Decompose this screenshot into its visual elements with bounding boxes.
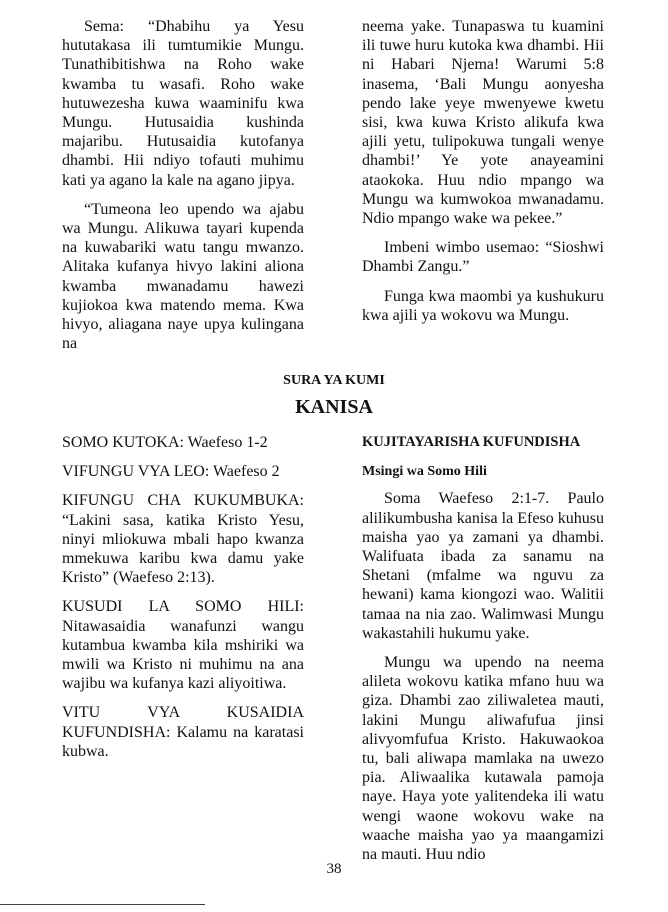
paragraph: Mungu wa upendo na neema alileta wokovu katika mfano huu wa giza. Dhambi zao ziliwaletea mauti, lakini Mungu aliwafufua jinsi alivyomfufua Kristo. Hakuwaokoa tu, bali aliwapa mamlaka na uwezo pia. Aliwaalika kutawala pamoja naye. Haya yote yalitendeka ili watu wengi waone wokovu wake na waache maisha yao ya maangamizi na mauti. Huu ndio — [362, 654, 604, 864]
paragraph: “Tumeona leo upendo wa ajabu wa Mungu. Alikuwa tayari kupenda na kuwabariki watu tangu mwanzo. Alitaka kufanya hivyo lakini aliona kwamba mwanadamu hawezi kujiokoa kwa matendo mema. Kwa hivyo, aliagana naye upya kulingana na — [62, 200, 304, 353]
lesson-source: SOMO KUTOKA: Waefeso 1-2 — [62, 434, 268, 451]
section-heading: KUJITAYARISHA KUFUNDISHA — [362, 434, 581, 450]
memory-verse: KIFUNGU CHA KUKUMBUKA: “Lakini sasa, katika Kristo Yesu, ninyi mliokuwa mbali hapo kwanza mmekuwa karibu kwa damu yake Kristo” (Waefeso 2:13). — [62, 492, 304, 587]
lesson-verses: VIFUNGU VYA LEO: Waefeso 2 — [62, 463, 280, 481]
paragraph: Funga kwa maombi ya kushukuru kwa ajili ya wokovu wa Mungu. — [362, 287, 604, 324]
chapter-label: SURA YA KUMI — [283, 373, 385, 388]
top-left-column — [62, 17, 304, 363]
paragraph: Soma Waefeso 2:1-7. Paulo alilikumbusha kanisa la Efeso kuhusu maisha yao ya zamani ya dhambi. Walifuata ibada za sanamu na Shetani (mfalme wa nguvu za hewani) kama kiongozi wao. Walitii tamaa na nia zao. Walimwasi Mungu wakastahili hukumu yake. — [362, 490, 604, 642]
page-number: 38 — [326, 861, 342, 877]
top-right-column — [362, 17, 604, 335]
paragraph: neema yake. Tunapaswa tu kuamini ili tuwe huru kutoka kwa dhambi. Hii ni Habari Njema! Warumi 5:8 inasema, ‘Bali Mungu aonyesha pendo lake yeye mwenyewe kwetu sisi, kwa kuwa Kristo alikufa kwa ajili yetu, tulipokuwa tungali wenye dhambi!’ Ye yote anayeamini ataokoka. Huu ndio mpango wa Mungu wa kumwokoa mwanadamu. Ndio mpango wake wa pekee.” — [362, 18, 604, 228]
footer-rule — [0, 904, 205, 905]
lesson-aim: KUSUDI LA SOMO HILI: Nitawasaidia wanafunzi wangu kutambua kwamba kila mshiriki wa mwili wa Kristo ni muhimu na ana wajibu wa kufanya kazi aliyoitiwa. — [62, 598, 304, 693]
chapter-title: KANISA — [295, 396, 373, 418]
preparation-column — [362, 433, 604, 874]
paragraph: Imbeni wimbo usemao: “Sioshwi Dhambi Zangu.” — [362, 239, 604, 276]
teaching-materials: VITU VYA KUSAIDIA KUFUNDISHA: Kalamu na karatasi kubwa. — [62, 704, 304, 760]
lesson-info-column — [62, 433, 304, 771]
section-subheading: Msingi wa Somo Hili — [362, 464, 487, 480]
paragraph: Sema: “Dhabihu ya Yesu hututakasa ili tumtumikie Mungu. Tunathibitishwa na Roho wake kwamba tu wasafi. Roho wake hutuwezesha kuwa waaminifu kwa Mungu. Hutusaidia kushinda majaribu. Hutusaidia kutofanya dhambi. Hii ndiyo tofauti muhimu kati ya agano la kale na agano jipya. — [62, 18, 304, 189]
